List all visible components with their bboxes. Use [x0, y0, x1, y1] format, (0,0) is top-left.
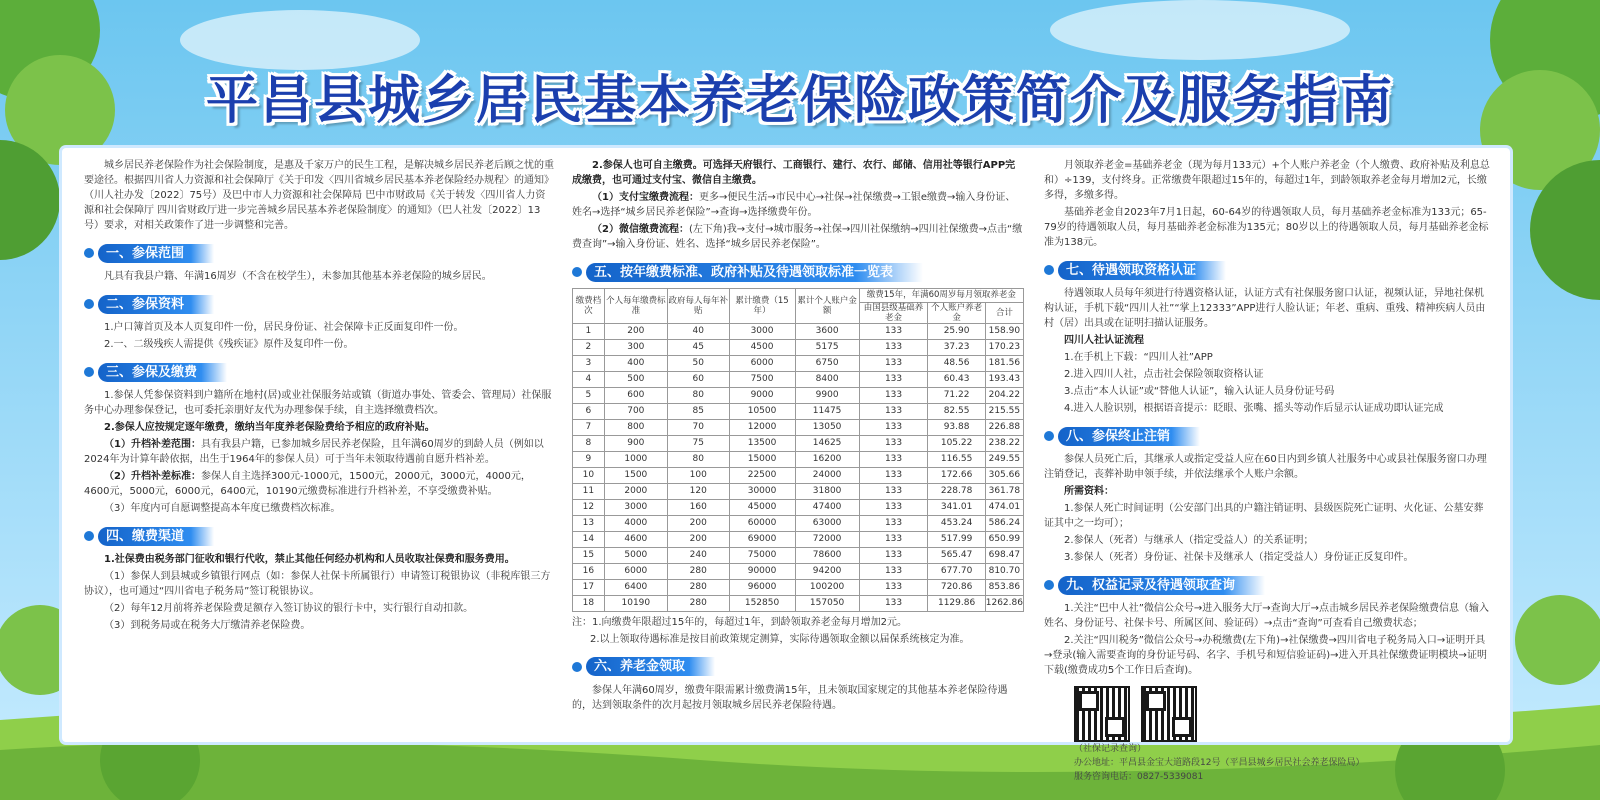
bullet-icon	[1044, 580, 1054, 590]
section-title: 五、按年缴费标准、政府补贴及待遇领取标准一览表	[586, 263, 923, 282]
label-bold: （2）微信缴费流程：	[592, 224, 689, 235]
table-cell: 280	[667, 579, 729, 595]
table-row	[573, 355, 1024, 371]
table-cell: 157050	[795, 595, 859, 611]
label-bold: （1）支付宝缴费流程：	[592, 192, 699, 203]
table-cell: 48.56	[928, 355, 985, 371]
table-cell: 6000	[604, 563, 667, 579]
table-cell: 200	[667, 531, 729, 547]
section-text: （2）每年12月前将养老保险费足额存入签订协议的银行卡中，实行银行自动扣款。	[104, 603, 474, 614]
label-text: 参保人自主选择300元-1000元，1500元，2000元，3000元，4000元，4600元，5000元，6000元，6400元，10190元缴费标准进行升档补差，不享受缴费补贴。	[84, 471, 531, 497]
table-cell: 10190	[604, 595, 667, 611]
section-text	[84, 469, 554, 499]
label-bold: （1）升档补差范围：	[104, 439, 201, 450]
table-cell: 100	[667, 467, 729, 483]
table-cell: 85	[667, 403, 729, 419]
table-cell: 650.99	[985, 531, 1023, 547]
table-cell: 11	[573, 483, 605, 499]
table-cell: 50	[667, 355, 729, 371]
table-cell: 120	[667, 483, 729, 499]
table-cell: 16200	[795, 451, 859, 467]
table-cell: 94200	[795, 563, 859, 579]
table-cell: 7	[573, 419, 605, 435]
table-header: 个人每年缴费标准	[604, 289, 667, 324]
table-cell: 133	[859, 467, 928, 483]
table-cell: 133	[859, 371, 928, 387]
table-cell: 93.88	[928, 419, 985, 435]
table-cell: 6000	[729, 355, 795, 371]
list-item: 2.进入四川人社，点击社会保险领取资格认证	[1064, 369, 1264, 380]
table-cell: 228.78	[928, 483, 985, 499]
table-cell: 72000	[795, 531, 859, 547]
table-cell: 9	[573, 451, 605, 467]
section-text: 基础养老金自2023年7月1日起，60-64岁的待遇领取人员，每月基础养老金标准为133元；65-79岁的待遇领取人员，每月基础养老金标准为135元；80岁以上的待遇领取人员，每月基础养老金标准为138元。	[1044, 207, 1489, 248]
table-cell: 12	[573, 499, 605, 515]
table-cell: 13050	[795, 419, 859, 435]
label-bold: （2）升档补差标准：	[104, 471, 201, 482]
table-cell: 474.01	[985, 499, 1023, 515]
section-subtitle: 四川人社认证流程	[1064, 335, 1144, 346]
section-text: 凡具有我县户籍、年满16周岁（不含在校学生），未参加其他基本养老保险的城乡居民。	[104, 271, 492, 282]
table-cell: 3	[573, 355, 605, 371]
section-header-1	[84, 243, 554, 263]
table-cell: 47400	[795, 499, 859, 515]
table-cell: 133	[859, 323, 928, 339]
table-cell: 133	[859, 563, 928, 579]
section-header-5	[572, 262, 1024, 282]
table-cell: 720.86	[928, 579, 985, 595]
table-cell: 3000	[729, 323, 795, 339]
table-cell: 78600	[795, 547, 859, 563]
section-text: 参保人年满60周岁，缴费年限需累计缴费满15年，且未领取国家规定的其他基本养老保险待遇的，达到领取条件的次月起按月领取城乡居民养老保险待遇。	[572, 684, 1008, 711]
bullet-icon	[572, 267, 582, 277]
table-cell: 517.99	[928, 531, 985, 547]
section-text-bold: 1.社保费由税务部门征收和银行代收，禁止其他任何经办机构和人员收取社保费和服务费用。	[104, 554, 515, 565]
list-item: 1.在手机上下载：“四川人社”APP	[1064, 352, 1213, 363]
table-cell: 193.43	[985, 371, 1023, 387]
table-header: 合计	[985, 302, 1023, 323]
table-cell: 37.23	[928, 339, 985, 355]
table-cell: 60	[667, 371, 729, 387]
table-cell: 6	[573, 403, 605, 419]
contact-info	[1074, 742, 1364, 784]
section-text-bold: 2.参保人也可自主缴费。可选择天府银行、工商银行、建行、农行、邮储、信用社等银行APP完成缴费，也可通过支付宝、微信自主缴费。	[572, 160, 1016, 186]
bullet-icon	[1044, 265, 1054, 275]
table-header: 由国县级基础养老金	[859, 302, 928, 323]
section-header-2	[84, 294, 554, 314]
table-cell: 500	[604, 371, 667, 387]
table-row	[573, 339, 1024, 355]
table-row	[573, 499, 1024, 515]
table-cell: 305.66	[985, 467, 1023, 483]
contribution-table	[572, 288, 1024, 612]
table-cell: 133	[859, 403, 928, 419]
table-cell: 152850	[729, 595, 795, 611]
section-text: （3）到税务局或在税务大厅缴清养老保险费。	[104, 620, 311, 631]
table-cell: 15	[573, 547, 605, 563]
section-title: 四、缴费渠道	[98, 527, 214, 546]
table-cell: 6400	[604, 579, 667, 595]
list-item: 2.一、二级残疾人需提供《残疾证》原件及复印件一份。	[104, 339, 354, 350]
table-cell: 341.01	[928, 499, 985, 515]
table-cell: 133	[859, 419, 928, 435]
section-text: 月领取养老金=基础养老金（现为每月133元）+个人账户养老金（个人缴费、政府补贴及利息总和）÷139，支付终身。正常缴费年限超过15年的，每超过1年，到龄领取养老金每月增加2元，长缴多得，多缴多得。	[1044, 160, 1490, 201]
contact-address: 办公地址：平昌县金宝大道路段12号（平昌县城乡居民社会养老保险局）	[1074, 758, 1365, 768]
section-text: 1.关注“巴中人社”微信公众号→进入服务大厅→查询大厅→点击城乡居民养老保险缴费信息（输入姓名、身份证号、社保卡号、所属区间、验证码）→点击“查询”可查看自己缴费状态；	[1044, 603, 1490, 629]
table-cell: 13	[573, 515, 605, 531]
table-cell: 4500	[729, 339, 795, 355]
table-cell: 453.24	[928, 515, 985, 531]
list-item: 1.参保人死亡时间证明（公安部门出具的户籍注销证明、县级医院死亡证明、火化证、公墓安葬证其中之一均可）；	[1044, 503, 1484, 529]
table-cell: 160	[667, 499, 729, 515]
table-cell: 1262.86	[985, 595, 1023, 611]
section-text: （1）参保人到县城或乡镇银行网点（如：参保人社保卡所属银行）申请签订税银协议（非税库银三方协议），也可通过“四川省电子税务局”签订税银协议。	[84, 571, 551, 597]
contact-label: （社保记录查询）	[1074, 744, 1147, 754]
table-cell: 105.22	[928, 435, 985, 451]
list-item: 4.进入人脸识别，根据语音提示：眨眼、张嘴、摇头等动作后显示认证成功即认证完成	[1064, 403, 1444, 414]
table-cell: 133	[859, 451, 928, 467]
table-cell: 5000	[604, 547, 667, 563]
table-cell: 1	[573, 323, 605, 339]
label-text: 更多→便民生活→市民中心→社保→社保缴费→工银e缴费→输入身份证、姓名→选择“城乡居民养老保险”→查询→选择缴费年份。	[572, 192, 1016, 218]
table-cell: 280	[667, 595, 729, 611]
table-header: 累计缴费（15年）	[729, 289, 795, 324]
table-cell: 90000	[729, 563, 795, 579]
section-title: 二、参保资料	[98, 295, 214, 314]
table-row	[573, 323, 1024, 339]
table-row	[573, 403, 1024, 419]
section-text	[572, 190, 1024, 220]
table-header: 政府每人每年补贴	[667, 289, 729, 324]
table-cell: 900	[604, 435, 667, 451]
table-cell: 5175	[795, 339, 859, 355]
list-item: 3.参保人（死者）身份证、社保卡及继承人（指定受益人）身份证正反复印件。	[1064, 552, 1414, 563]
table-cell: 60.43	[928, 371, 985, 387]
table-cell: 15000	[729, 451, 795, 467]
table-cell: 1500	[604, 467, 667, 483]
table-cell: 75000	[729, 547, 795, 563]
table-row	[573, 467, 1024, 483]
contact-phone: 服务咨询电话：0827-5339081	[1074, 772, 1204, 782]
table-cell: 181.56	[985, 355, 1023, 371]
table-cell: 22500	[729, 467, 795, 483]
bullet-icon	[84, 531, 94, 541]
table-cell: 75	[667, 435, 729, 451]
table-cell: 133	[859, 387, 928, 403]
table-cell: 5	[573, 387, 605, 403]
table-cell: 249.55	[985, 451, 1023, 467]
table-cell: 565.47	[928, 547, 985, 563]
table-note: 2.以上领取待遇标准是按目前政策规定测算，实际待遇领取金额以届保系统核定为准。	[590, 633, 970, 645]
bullet-icon	[84, 248, 94, 258]
section-header-3	[84, 362, 554, 382]
table-cell: 170.23	[985, 339, 1023, 355]
section-title: 六、养老金领取	[586, 657, 715, 676]
table-cell: 69000	[729, 531, 795, 547]
table-cell: 133	[859, 499, 928, 515]
section-title: 八、参保终止注销	[1058, 427, 1200, 446]
table-cell: 133	[859, 595, 928, 611]
table-cell: 30000	[729, 483, 795, 499]
contact-block	[1044, 686, 1492, 784]
table-cell: 586.24	[985, 515, 1023, 531]
table-cell: 133	[859, 339, 928, 355]
table-cell: 11475	[795, 403, 859, 419]
table-cell: 133	[859, 579, 928, 595]
bullet-icon	[572, 662, 582, 672]
table-note: 注：1.向缴费年限超过15年的，每超过1年，到龄领取养老金每月增加2元。	[572, 616, 907, 628]
section-text: 2.关注“四川税务”微信公众号→办税缴费(左下角)→社保缴费→四川省电子税务局入口→证明开具→登录(输入需要查询的身份证号码、名字、手机号和短信验证码)→进入开具社保缴费证明模块→证明下载(缴费成功5个工作日后查询)。	[1044, 635, 1487, 676]
label-text: (左下角)我→支付→城市服务→社保→四川社保缴纳→四川社保缴费→点击“缴费查询”→输入身份证、姓名、选择“城乡居民养老保险”。	[572, 224, 1023, 250]
content-panel	[62, 148, 1510, 782]
column-right	[1044, 158, 1492, 784]
section-title: 三、参保及缴费	[98, 363, 227, 382]
table-cell: 677.70	[928, 563, 985, 579]
table-cell: 238.22	[985, 435, 1023, 451]
intro-text: 城乡居民养老保险作为社会保险制度，是惠及千家万户的民生工程，是解决城乡居民养老后顾之忧的重要途径。根据四川省人力资源和社会保障厅《关于印发〈四川省城乡居民基本养老保险经办规程〉的通知》（川人社办发〔2022〕75号）及巴中市人力资源和社会保障局 巴中市财政局《关于转发〈四川省人力资源和社会保障厅 四川省财政厅进一步完善城乡居民基本养老保险制度〉的通知》（巴人社发〔2022〕13号）要求，对相关政策作了进一步调整和完善。	[84, 160, 554, 231]
table-row	[573, 547, 1024, 563]
table-cell: 24000	[795, 467, 859, 483]
section-header-4	[84, 526, 554, 546]
section-text: 参保人员死亡后，其继承人或指定受益人应在60日内到乡镇人社服务中心或县社保服务窗口办理注销登记，丧葬补助申领手续，并依法继承个人账户余额。	[1044, 454, 1487, 480]
qr-code-icon	[1074, 686, 1130, 742]
table-cell: 82.55	[928, 403, 985, 419]
table-row	[573, 595, 1024, 611]
page-title: 平昌县城乡居民基本养老保险政策简介及服务指南	[205, 71, 1394, 131]
table-cell: 4000	[604, 515, 667, 531]
table-row	[573, 483, 1024, 499]
section-title: 一、参保范围	[98, 244, 214, 263]
table-cell: 400	[604, 355, 667, 371]
table-cell: 240	[667, 547, 729, 563]
column-left	[84, 158, 554, 635]
section-subtitle: 所需资料：	[1064, 486, 1114, 497]
table-row	[573, 579, 1024, 595]
table-header: 缴费15年，年满60周岁每月领取养老金	[859, 289, 1023, 303]
table-cell: 133	[859, 515, 928, 531]
table-header: 个人账户养老金	[928, 302, 985, 323]
list-item: 3.点击“本人认证”或“替他人认证”，输入认证人员身份证号码	[1064, 386, 1335, 397]
table-cell: 133	[859, 435, 928, 451]
table-cell: 200	[604, 323, 667, 339]
table-cell: 10	[573, 467, 605, 483]
table-cell: 600	[604, 387, 667, 403]
table-cell: 16	[573, 563, 605, 579]
table-row	[573, 515, 1024, 531]
table-header: 累计个人账户金额	[795, 289, 859, 324]
table-cell: 4600	[604, 531, 667, 547]
table-cell: 116.55	[928, 451, 985, 467]
table-cell: 45	[667, 339, 729, 355]
table-cell: 14	[573, 531, 605, 547]
list-item: 2.参保人（死者）与继承人（指定受益人）的关系证明；	[1064, 535, 1314, 546]
table-cell: 3000	[604, 499, 667, 515]
table-cell: 45000	[729, 499, 795, 515]
table-cell: 300	[604, 339, 667, 355]
table-cell: 6750	[795, 355, 859, 371]
table-cell: 2000	[604, 483, 667, 499]
section-header-7	[1044, 260, 1492, 280]
table-row	[573, 531, 1024, 547]
table-row	[573, 435, 1024, 451]
table-cell: 3600	[795, 323, 859, 339]
table-cell: 13500	[729, 435, 795, 451]
label-text: 具有我县户籍，已参加城乡居民养老保险，且年满60周岁的到龄人员（例如以2024年为计算年龄依据，出生于1964年的参保人员）可于当年未领取待遇前自愿升档补差。	[84, 439, 544, 465]
table-row	[573, 451, 1024, 467]
table-cell: 14625	[795, 435, 859, 451]
table-cell: 1000	[604, 451, 667, 467]
section-title: 七、待遇领取资格认证	[1058, 261, 1226, 280]
section-header-8	[1044, 426, 1492, 446]
table-cell: 8	[573, 435, 605, 451]
table-cell: 800	[604, 419, 667, 435]
table-cell: 133	[859, 355, 928, 371]
table-cell: 158.90	[985, 323, 1023, 339]
table-cell: 200	[667, 515, 729, 531]
bullet-icon	[1044, 431, 1054, 441]
table-cell: 7500	[729, 371, 795, 387]
section-title: 九、权益记录及待遇领取查询	[1058, 576, 1265, 595]
table-cell: 698.47	[985, 547, 1023, 563]
table-cell: 96000	[729, 579, 795, 595]
section-header-6	[572, 657, 1024, 677]
table-cell: 4	[573, 371, 605, 387]
table-cell: 361.78	[985, 483, 1023, 499]
section-header-9	[1044, 575, 1492, 595]
table-cell: 810.70	[985, 563, 1023, 579]
table-cell: 100200	[795, 579, 859, 595]
table-cell: 8400	[795, 371, 859, 387]
table-cell: 204.22	[985, 387, 1023, 403]
table-cell: 63000	[795, 515, 859, 531]
table-cell: 1129.86	[928, 595, 985, 611]
table-cell: 80	[667, 387, 729, 403]
bullet-icon	[84, 299, 94, 309]
table-cell: 70	[667, 419, 729, 435]
table-cell: 172.66	[928, 467, 985, 483]
section-text: 1.参保人凭参保资料到户籍所在地村(居)或业社保服务站或镇（街道办事处、管委会、管理局）社保服务中心办理参保登记，也可委托亲朋好友代为办理参保手续，自主选择缴费档次。	[84, 390, 552, 416]
table-cell: 40	[667, 323, 729, 339]
table-cell: 226.88	[985, 419, 1023, 435]
table-cell: 700	[604, 403, 667, 419]
column-middle	[572, 158, 1024, 715]
section-text-bold: 2.参保人应按规定逐年缴费，缴纳当年度养老保险费给予相应的政府补贴。	[104, 422, 435, 433]
table-cell: 280	[667, 563, 729, 579]
qr-code-icon	[1141, 686, 1197, 742]
table-cell: 71.22	[928, 387, 985, 403]
table-cell: 9000	[729, 387, 795, 403]
table-cell: 12000	[729, 419, 795, 435]
list-item: 1.户口簿首页及本人页复印件一份，居民身份证、社会保障卡正反面复印件一份。	[104, 322, 464, 333]
table-row	[573, 387, 1024, 403]
table-row	[573, 563, 1024, 579]
table-cell: 80	[667, 451, 729, 467]
table-cell: 133	[859, 531, 928, 547]
table-row	[573, 419, 1024, 435]
table-cell: 17	[573, 579, 605, 595]
table-cell: 133	[859, 547, 928, 563]
section-text	[84, 437, 554, 467]
table-cell: 853.86	[985, 579, 1023, 595]
table-cell: 31800	[795, 483, 859, 499]
table-cell: 9900	[795, 387, 859, 403]
section-text: （3）年度内可自愿调整提高本年度已缴费档次标准。	[104, 503, 341, 514]
section-text	[572, 222, 1024, 252]
table-cell: 133	[859, 483, 928, 499]
bullet-icon	[84, 367, 94, 377]
table-cell: 2	[573, 339, 605, 355]
table-cell: 25.90	[928, 323, 985, 339]
table-cell: 18	[573, 595, 605, 611]
table-cell: 10500	[729, 403, 795, 419]
table-header: 缴费档次	[573, 289, 605, 324]
section-text: 待遇领取人员每年须进行待遇资格认证，认证方式有社保服务窗口认证，视频认证，异地社保机构认证，手机下载“四川人社”“掌上12333”APP进行人脸认证；年老、重病、重残、精神疾病人员由村（居）出具或在证明扫描认证服务。	[1044, 288, 1486, 329]
table-row	[573, 371, 1024, 387]
table-cell: 215.55	[985, 403, 1023, 419]
table-cell: 60000	[729, 515, 795, 531]
